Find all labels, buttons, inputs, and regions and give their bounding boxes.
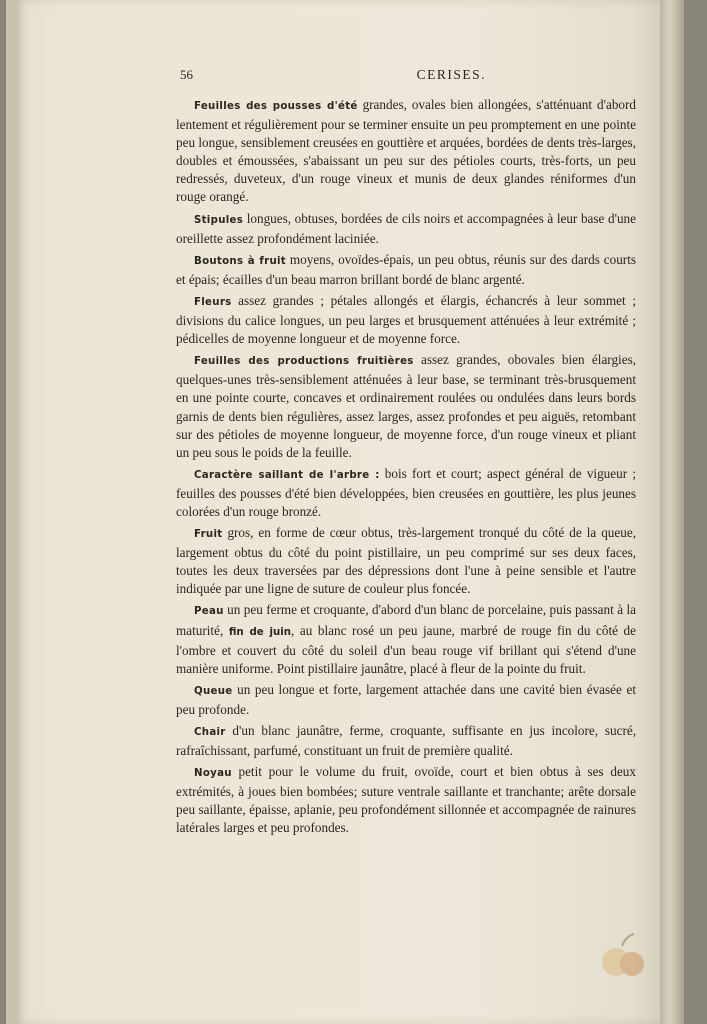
paragraph-queue bbox=[176, 681, 636, 719]
paragraph-peau bbox=[176, 601, 636, 677]
paragraph-stipules bbox=[176, 210, 636, 248]
paragraph-feuilles-productions bbox=[176, 351, 636, 462]
paragraph-text: un peu longue et forte, largement attachée dans une cavité bien évasée et peu profonde. bbox=[176, 681, 636, 717]
paragraph-text-before: un peu ferme et croquante, d'abord d'un blanc de porcelaine, puis passant à la maturité, bbox=[176, 602, 636, 638]
term-label: Chair bbox=[194, 727, 226, 738]
paragraph-boutons bbox=[176, 251, 636, 289]
book-page bbox=[6, 0, 684, 1024]
paragraph-text: gros, en forme de cœur obtus, très-largement tronqué du côté de la queue, largement obtus du côté du point pistillaire, un peu comprimé sur ses deux faces, toutes les deux traversées par des dépressions dont l'une à peine sensible et l'autre indiquée par une ligne de suture de couleur plus foncée. bbox=[176, 525, 636, 597]
paragraph-chair bbox=[176, 722, 636, 760]
paragraph-fruit bbox=[176, 524, 636, 598]
fruit-watermark-icon bbox=[592, 926, 654, 988]
paragraph-feuilles-pousses bbox=[176, 96, 636, 207]
running-title: CERISES. bbox=[416, 67, 486, 82]
term-label: Noyau bbox=[194, 768, 232, 780]
term-label: Peau bbox=[194, 606, 224, 618]
paragraph-text: grandes, ovales bien allongées, s'atténuant d'abord lentement et régulièrement pour se terminer ensuite un peu promptement en une pointe peu longue, sensiblement creusées en gouttière et arquées, bordées de dents très-larges, doubles et émoussées, s'abaissant un peu sur des pétioles courts, très-forts, un peu redressés, duveteux, d'un rouge vineux et munis de deux glandes réniformes d'un rouge orangé. bbox=[176, 97, 637, 205]
term-label: Boutons à fruit bbox=[194, 255, 286, 267]
page-content bbox=[176, 66, 636, 841]
page-edge bbox=[6, 0, 16, 1024]
term-label: Queue bbox=[194, 685, 233, 697]
term-label: Fleurs bbox=[194, 296, 232, 308]
term-label: Feuilles des productions fruitières bbox=[194, 356, 414, 368]
paragraph-text: petit pour le volume du fruit, ovoïde, court et bien obtus à ses deux extrémités, à joues bien bombées; suture ventrale saillante et tranchante; arête dorsale peu saillante, épaisse, aplanie, peu profondément sillonnée et accompagnée de rainures latérales larges et peu profondes. bbox=[176, 764, 636, 836]
paragraph-noyau bbox=[176, 763, 636, 837]
ripening-date: fin de juin bbox=[228, 626, 291, 638]
term-label: Stipules bbox=[194, 214, 244, 226]
paragraph-text: moyens, ovoïdes-épais, un peu obtus, réunis sur des dards courts et épais; écailles d'un beau marron brillant bordé de blanc argenté. bbox=[176, 251, 636, 287]
term-label: Fruit bbox=[194, 529, 223, 541]
paragraph-text: assez grandes, obovales bien élargies, quelques-unes très-sensiblement atténuées à leur base, se terminant très-brusquement en une pointe courte, concaves et ordinairement roulées ou ondulées dans leurs bords garnis de dents bien régulières, assez larges, assez profondes et peu aiguës, retombant sur des pétioles de moyenne longueur, de moyenne force, d'un rouge vineux et pliant un peu sous le poids de la feuille. bbox=[176, 352, 636, 460]
term-label: Feuilles des pousses d'été bbox=[194, 101, 358, 112]
paragraph-text: longues, obtuses, bordées de cils noirs et accompagnées à leur base d'une oreillette assez profondément laciniée. bbox=[176, 210, 636, 246]
paragraph-text: , au blanc rosé un peu jaune, marbré de rouge fin du côté de l'ombre et couvert du côté du soleil d'un beau rouge vif brillant qui s'étend d'une manière uniforme. Point pistillaire jaunâtre, placé à fleur de la pointe du fruit. bbox=[176, 622, 636, 676]
paragraph-text: assez grandes ; pétales allongés et élargis, échancrés à leur sommet ; divisions du calice longues, un peu larges et brusquement atténuées à leur extrémité ; pédicelles de moyenne longueur et de moyenne force. bbox=[176, 292, 636, 347]
paragraph-caractere bbox=[176, 465, 636, 521]
page-number: 56 bbox=[180, 67, 193, 82]
paragraph-text: bois fort et court; aspect général de vigueur ; feuilles des pousses d'été bien développées, bien creusées en gouttière, les plus jeunes colorées d'un rouge bronzé. bbox=[176, 465, 636, 519]
page-header bbox=[176, 66, 636, 82]
paragraph-fleurs bbox=[176, 292, 636, 348]
book-spine bbox=[660, 0, 684, 1024]
term-label: Caractère saillant de l'arbre : bbox=[194, 469, 380, 481]
paragraph-text: d'un blanc jaunâtre, ferme, croquante, suffisante en jus incolore, sucré, rafraîchissant, parfumé, constituant un fruit de première qualité. bbox=[176, 723, 636, 759]
